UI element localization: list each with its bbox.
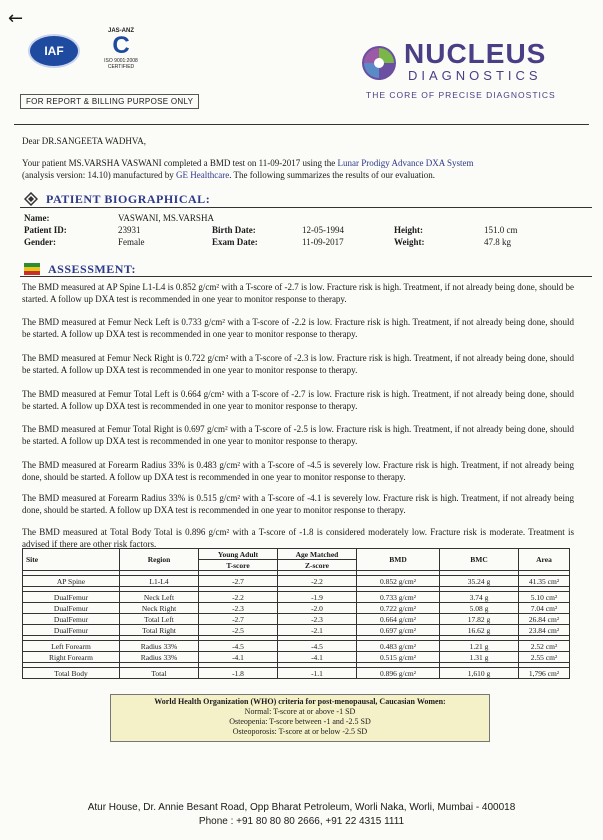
cell-t-score: -2.7: [199, 614, 278, 625]
table-row: [23, 576, 570, 587]
who-title: World Health Organization (WHO) criteria for post-menopausal, Caucasian Women:: [154, 697, 446, 706]
nucleus-flower-icon: [360, 44, 398, 82]
manufacturer: GE Healthcare: [175, 170, 230, 180]
cell-site: DualFemur: [23, 625, 120, 636]
brand-subtitle: DIAGNOSTICS: [408, 68, 542, 83]
assessment-heading: ASSESSMENT:: [48, 262, 136, 276]
intro-text: Your patient MS.VARSHA VASWANI completed a BMD test on 11-09-2017 using the: [22, 158, 338, 168]
bmd-results-table: [22, 548, 570, 679]
assessment-right-forearm: The BMD measured at Forearm Radius 33% is 0.515 g/cm² with a T-score of -4.1 is severely low. Fracture risk is high. Treatment, if not already being done, should be started. A follow up DXA test is recommended in one year to monitor response to therapy.: [22, 493, 574, 515]
exam-date-label: Exam Date:: [212, 237, 258, 247]
cell-bmd: 0.664 g/cm²: [357, 614, 440, 625]
brand-tagline: THE CORE OF PRECISE DIAGNOSTICS: [366, 90, 556, 100]
exam-date: 11-09-2017: [302, 237, 344, 247]
cell-t-score: -2.7: [199, 576, 278, 587]
assessment-ap-spine: The BMD measured at AP Spine L1-L4 is 0.852 g/cm² with a T-score of -2.7 is low. Fracture risk is high. Treatment, if not already being done, should be started. A follow up DXA test is recommended in one year to monitor response to therapy.: [22, 282, 574, 304]
cell-area: 1,796 cm²: [519, 668, 570, 679]
biographical-divider: [20, 207, 592, 208]
cell-area: 23.84 cm²: [519, 625, 570, 636]
gender-label: Gender:: [24, 237, 56, 247]
header-t-score: T-score: [199, 560, 278, 571]
cell-bmc: 3.74 g: [440, 592, 519, 603]
cell-bmd: 0.722 g/cm²: [357, 603, 440, 614]
cell-region: Neck Left: [120, 592, 199, 603]
cell-site: AP Spine: [23, 576, 120, 587]
cell-t-score: -2.3: [199, 603, 278, 614]
cell-site: DualFemur: [23, 592, 120, 603]
cell-t-score: -4.1: [199, 652, 278, 663]
who-criteria-box: [110, 694, 490, 742]
table-row: [23, 625, 570, 636]
iaf-logo: IAF: [28, 34, 80, 68]
assessment-left-forearm: The BMD measured at Forearm Radius 33% is 0.483 g/cm² with a T-score of -4.5 is severely low. Fracture risk is high. Treatment, if not already being done, should be started. A follow up DXA test is recommended in one year to monitor response to therapy.: [22, 460, 574, 482]
cell-area: 7.04 cm²: [519, 603, 570, 614]
height-value: 151.0 cm: [484, 225, 518, 235]
assessment-femur-total-right: The BMD measured at Femur Total Right is 0.697 g/cm² with a T-score of -2.5 is low. Fracture risk is high. Treatment, if not already being done, should be started. A follow up DXA test is recommended in one year to monitor response to therapy.: [22, 424, 574, 446]
header-bmc: BMC: [440, 549, 519, 571]
header-bmd: BMD: [357, 549, 440, 571]
weight-label: Weight:: [394, 237, 425, 247]
cell-t-score: -4.5: [199, 641, 278, 652]
cell-region: Total Right: [120, 625, 199, 636]
intro-line-1: [22, 157, 582, 169]
table-row: [23, 641, 570, 652]
cell-bmc: 35.24 g: [440, 576, 519, 587]
assessment-femur-neck-left: The BMD measured at Femur Neck Left is 0.733 g/cm² with a T-score of -2.2 is low. Fracture risk is high. Treatment, if not already being done, should be started. A follow up DXA test is recommended in one year to monitor response to therapy.: [22, 317, 574, 339]
assessment-divider: [20, 276, 592, 277]
salutation: Dear DR.SANGEETA WADHVA,: [22, 136, 146, 146]
jas-anz-logo: [102, 28, 140, 70]
cell-bmd: 0.483 g/cm²: [357, 641, 440, 652]
cell-t-score: -2.2: [199, 592, 278, 603]
cell-area: 41.35 cm²: [519, 576, 570, 587]
cell-z-score: -2.3: [278, 614, 357, 625]
cell-region: Total Left: [120, 614, 199, 625]
table-row: [23, 668, 570, 679]
jas-cert-text: ISO 9001:2008 CERTIFIED: [104, 58, 138, 70]
cell-site: Left Forearm: [23, 641, 120, 652]
patient-id-label: Patient ID:: [24, 225, 67, 235]
patient-id: 23931: [118, 225, 141, 235]
cell-bmd: 0.733 g/cm²: [357, 592, 440, 603]
cell-t-score: -2.5: [199, 625, 278, 636]
cell-z-score: -4.5: [278, 641, 357, 652]
table-row: [23, 652, 570, 663]
weight-value: 47.8 kg: [484, 237, 511, 247]
cell-bmc: 16.62 g: [440, 625, 519, 636]
intro-line-2: [22, 169, 582, 181]
cell-area: 26.84 cm²: [519, 614, 570, 625]
cell-bmd: 0.515 g/cm²: [357, 652, 440, 663]
cell-site: Right Forearm: [23, 652, 120, 663]
intro-text-2: (analysis version: 14.10) manufactured by: [22, 170, 176, 180]
cell-site: Total Body: [23, 668, 120, 679]
cell-z-score: -2.2: [278, 576, 357, 587]
cell-z-score: -2.0: [278, 603, 357, 614]
header-site: Site: [23, 549, 120, 571]
cell-area: 5.10 cm²: [519, 592, 570, 603]
birth-date: 12-05-1994: [302, 225, 344, 235]
cell-area: 2.55 cm²: [519, 652, 570, 663]
cell-site: DualFemur: [23, 603, 120, 614]
who-osteopenia: Osteopenia: T-score between -1 and -2.5 SD: [229, 717, 371, 726]
name-label: Name:: [24, 213, 50, 223]
patient-name: VASWANI, MS.VARSHA: [118, 213, 214, 223]
cell-site: DualFemur: [23, 614, 120, 625]
table-header-row: [23, 549, 570, 560]
intro-text-3: . The following summarizes the results of our evaluation.: [229, 170, 435, 180]
cell-bmd: 0.852 g/cm²: [357, 576, 440, 587]
gender-value: Female: [118, 237, 145, 247]
height-label: Height:: [394, 225, 423, 235]
cell-region: Neck Right: [120, 603, 199, 614]
who-osteoporosis: Osteoporosis: T-score at or below -2.5 SD: [232, 727, 368, 736]
flag-bullet-icon: [24, 263, 40, 275]
cell-region: Total: [120, 668, 199, 679]
table-row: [23, 614, 570, 625]
diamond-bullet-icon: [24, 192, 38, 206]
who-normal: Normal: T-score at or above -1 SD: [244, 707, 356, 716]
header-area: Area: [519, 549, 570, 571]
footer-phone: Phone : +91 80 80 80 2666, +91 22 4315 1111: [198, 816, 405, 827]
cell-z-score: -4.1: [278, 652, 357, 663]
birth-date-label: Birth Date:: [212, 225, 256, 235]
cell-z-score: -1.9: [278, 592, 357, 603]
biographical-heading: PATIENT BIOGRAPHICAL:: [46, 192, 211, 206]
cell-area: 2.52 cm²: [519, 641, 570, 652]
cell-region: L1-L4: [120, 576, 199, 587]
header-divider: [14, 124, 589, 125]
back-arrow-icon: ←: [8, 8, 24, 29]
certification-mark-icon: C: [112, 32, 130, 59]
cell-z-score: -2.1: [278, 625, 357, 636]
cell-bmd: 0.896 g/cm²: [357, 668, 440, 679]
cell-region: Radius 33%: [120, 652, 199, 663]
cell-region: Radius 33%: [120, 641, 199, 652]
purpose-stamp: FOR REPORT & BILLING PURPOSE ONLY: [20, 94, 199, 109]
cell-z-score: -1.1: [278, 668, 357, 679]
table-row: [23, 603, 570, 614]
cell-t-score: -1.8: [199, 668, 278, 679]
assessment-femur-neck-right: The BMD measured at Femur Neck Right is 0.722 g/cm² with a T-score of -2.3 is low. Fracture risk is high. Treatment, if not already being done, should be started. A follow up DXA test is recommended in one year to monitor response to therapy.: [22, 353, 574, 375]
cell-bmc: 1.31 g: [440, 652, 519, 663]
header-young-adult: Young Adult: [199, 549, 278, 560]
footer-address: Atur House, Dr. Annie Besant Road, Opp Bharat Petroleum, Worli Naka, Worli, Mumbai - 400018: [87, 802, 516, 813]
assessment-total-body: The BMD measured at Total Body Total is 0.896 g/cm² with a T-score of -1.8 is considered moderately low. Fracture risk is moderate. Treatment is advised if there are other risk factors.: [22, 527, 574, 549]
header-z-score: Z-score: [278, 560, 357, 571]
cell-bmc: 17.82 g: [440, 614, 519, 625]
header-age-matched: Age Matched: [278, 549, 357, 560]
jas-anz-label: JAS-ANZ: [107, 28, 134, 34]
cell-bmd: 0.697 g/cm²: [357, 625, 440, 636]
cell-bmc: 1,610 g: [440, 668, 519, 679]
device-name: Lunar Prodigy Advance DXA System: [337, 158, 474, 168]
cell-bmc: 1.21 g: [440, 641, 519, 652]
table-row: [23, 592, 570, 603]
header-region: Region: [120, 549, 199, 571]
brand-name: NUCLEUS: [404, 38, 547, 69]
assessment-femur-total-left: The BMD measured at Femur Total Left is 0.664 g/cm² with a T-score of -2.7 is low. Fracture risk is high. Treatment, if not already being done, should be started. A follow up DXA test is recommended in one year to monitor response to therapy.: [22, 389, 574, 411]
cell-bmc: 5.08 g: [440, 603, 519, 614]
